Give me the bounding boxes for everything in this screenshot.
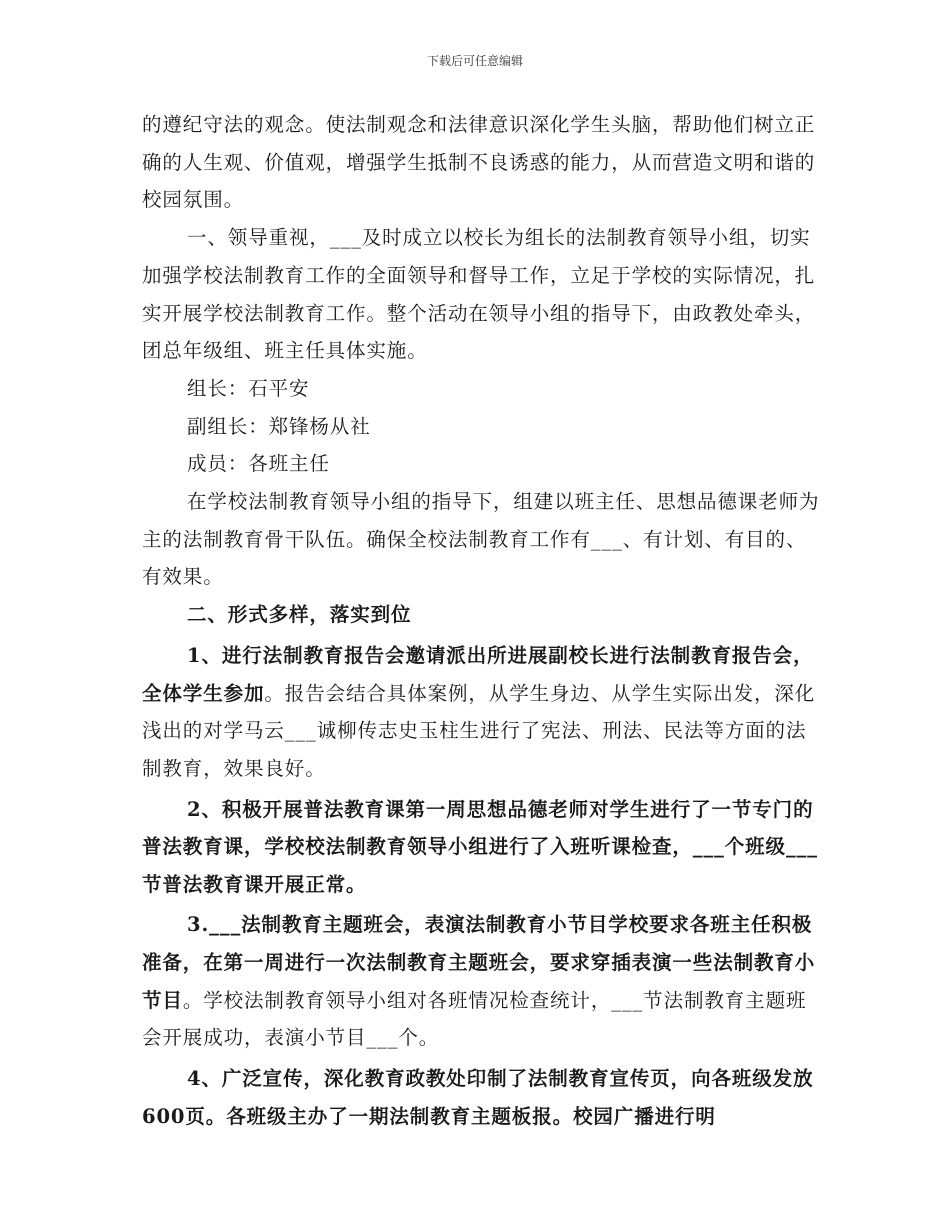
team-leader: 组长：石平安: [187, 376, 310, 400]
paragraph-item-2: 2、积极开展普法教育课第一周思想品德老师对学生进行了一节专门的普法教育课，学校校法制教育领导小组进行了入班听课检查，___个班级___节普法教育课开展正常。: [142, 797, 818, 896]
document-body: [142, 106, 826, 1135]
team-members: 成员：各班主任: [187, 452, 330, 476]
section-2-heading: 二、形式多样，落实到位: [187, 603, 412, 627]
team-deputy-leader: 副组长：郑锋杨从社: [187, 414, 371, 438]
paragraph-section-1: 一、领导重视，___及时成立以校长为组长的法制教育领导小组，切实加强学校法制教育工作的全面领导和督导工作，立足于学校的实际情况，扎实开展学校法制教育工作。整个活动在领导小组的指导下，由政教处牵头，团总年级组、班主任具体实施。: [142, 226, 816, 363]
item-1-title: 1、进行法制教育报告会邀请派出所进展副校长进行法制教育报告会，全体学生参加: [142, 643, 814, 705]
page-header-note: 下载后可任意编辑: [426, 54, 523, 68]
item-3-text: 。学校法制教育领导小组对各班情况检查统计，___节法制教育主题班会开展成功，表演小节目___个。: [142, 988, 807, 1050]
paragraph-item-3: [142, 906, 826, 1057]
paragraph-team-building: 在学校法制教育领导小组的指导下，组建以班主任、思想品德课老师为主的法制教育骨干队伍。确保全校法制教育工作有___、有计划、有目的、有效果。: [142, 490, 820, 589]
paragraph-item-1: [142, 637, 826, 788]
item-1-text: 。报告会结合具体案例，从学生身边、从学生实际出发，深化浅出的对学马云___诚柳传志史玉柱生进行了宪法、刑法、民法等方面的法制教育，效果良好。: [142, 681, 816, 780]
item-3-title: 3.___法制教育主题班会，表演法制教育小节目学校要求各班主任积极准备，在第一周进行一次法制教育主题班会，要求穿插表演一些法制教育小节目: [142, 913, 816, 1012]
paragraph-intro: 的遵纪守法的观念。使法制观念和法律意识深化学生头脑，帮助他们树立正确的人生观、价值观，增强学生抵制不良诱惑的能力，从而营造文明和谐的校园氛围。: [142, 113, 816, 212]
paragraph-item-4: 4、广泛宣传，深化教育政教处印制了法制教育宣传页，向各班级发放600页。各班级主办了一期法制教育主题板报。校园广播进行明: [142, 1066, 814, 1128]
